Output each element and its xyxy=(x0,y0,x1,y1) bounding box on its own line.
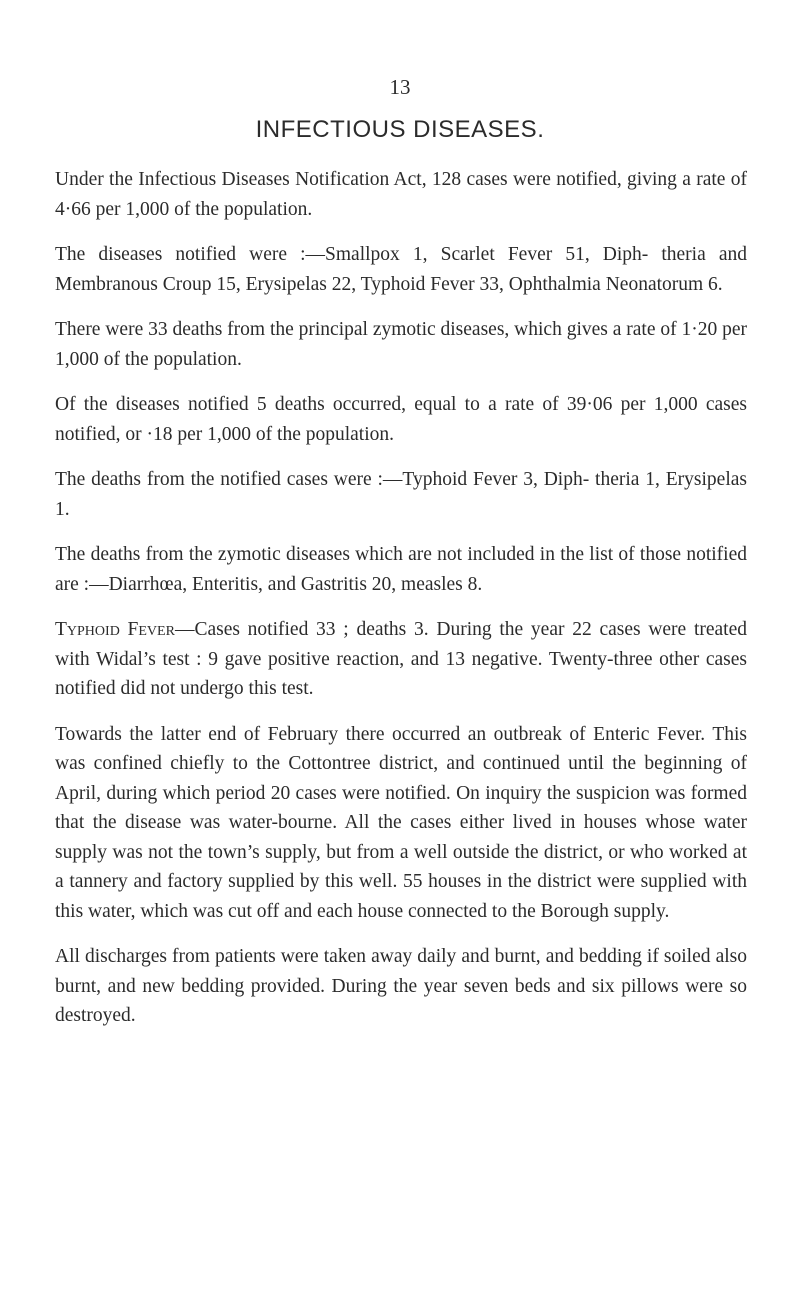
typhoid-text: —Cases notified 33 ; deaths 3. During the year 22 cases were treated with Widal’s test : 9 gave positive reaction, and 13 negative. Twenty-three other cases notified did not undergo this test. xyxy=(55,619,747,699)
paragraph-notified-deaths: The deaths from the notified cases were :—Typhoid Fever 3, Diph- theria 1, Erysipelas 1. xyxy=(55,469,747,520)
paragraph-discharges: All discharges from patients were taken away daily and burnt, and bedding if soiled also burnt, and new bedding provided. During the year seven beds and six pillows were so destroyed. xyxy=(55,946,747,1026)
paragraph-notified-deaths-rate: Of the diseases notified 5 deaths occurred, equal to a rate of 39·06 per 1,000 cases notified, or ·18 per 1,000 of the population. xyxy=(55,394,747,445)
paragraph-non-notified-deaths: The deaths from the zymotic diseases which are not included in the list of those notified are :—Diarrhœa, Enteritis, and Gastritis 20, measles 8. xyxy=(55,544,747,595)
typhoid-lead: Typhoid Fever xyxy=(55,619,175,640)
paragraph-zymotic-deaths: There were 33 deaths from the principal zymotic diseases, which gives a rate of 1·20 per 1,000 of the population. xyxy=(55,319,747,370)
body-text xyxy=(55,165,747,1047)
paragraph-enteric-outbreak: Towards the latter end of February there occurred an outbreak of Enteric Fever. This was confined chiefly to the Cottontree district, and continued until the beginning of April, during which period 20 cases were notified. On inquiry the suspicion was formed that the disease was water-bourne. All the cases either lived in houses whose water supply was not the town’s supply, but from a well outside the district, or who worked at a tannery and factory supplied by this well. 55 houses in the district were supplied with this water, which was cut off and each house connected to the Borough supply. xyxy=(55,723,747,922)
section-heading: INFECTIOUS DISEASES. xyxy=(255,116,545,143)
paragraph-notifications: Under the Infectious Diseases Notification Act, 128 cases were notified, giving a rate of 4·66 per 1,000 of the population. xyxy=(55,169,747,220)
paragraph-typhoid-fever xyxy=(55,615,747,704)
paragraph-diseases-notified: The diseases notified were :—Smallpox 1, Scarlet Fever 51, Diph- theria and Membranous Croup 15, Erysipelas 22, Typhoid Fever 33, Ophthalmia Neonatorum 6. xyxy=(55,244,747,295)
page-number: 13 xyxy=(389,75,411,99)
